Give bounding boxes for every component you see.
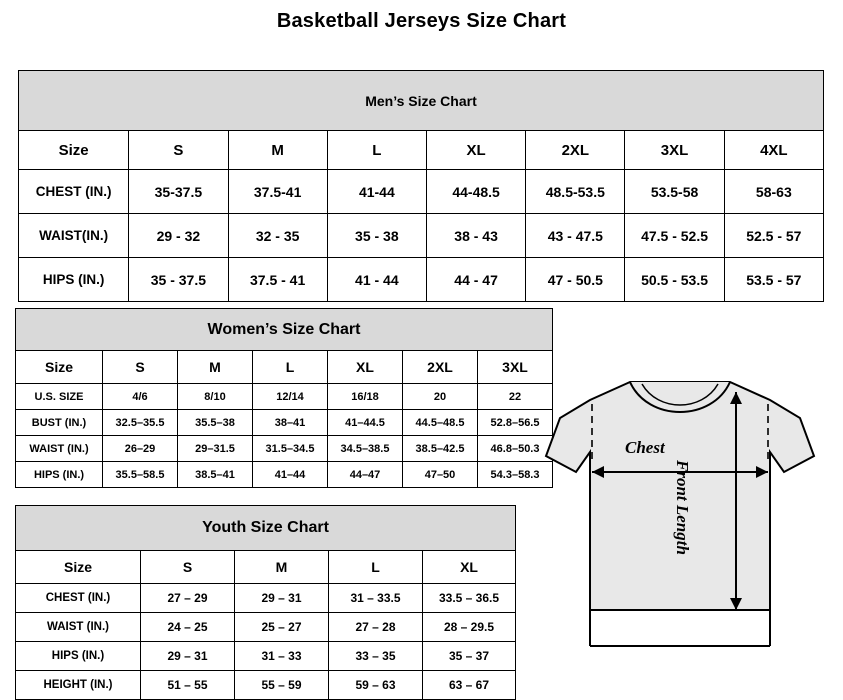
table-cell: 29 – 31 — [235, 584, 329, 613]
table-cell: 32.5–35.5 — [103, 410, 178, 436]
table-row — [19, 258, 824, 302]
column-header: XL — [423, 551, 516, 584]
table-cell: 48.5-53.5 — [526, 170, 625, 214]
chest-measure-label: Chest — [625, 438, 665, 457]
table-header-row — [19, 131, 824, 170]
youth-size-table — [15, 505, 516, 700]
table-row — [16, 613, 516, 642]
table-cell: 43 - 47.5 — [526, 214, 625, 258]
table-caption-row — [16, 506, 516, 551]
table-cell: 26–29 — [103, 436, 178, 462]
table-title: Women’s Size Chart — [16, 309, 553, 351]
table-cell: 32 - 35 — [228, 214, 327, 258]
table-cell: 16/18 — [328, 384, 403, 410]
mens-size-table — [18, 70, 824, 302]
table-cell: 27 – 29 — [141, 584, 235, 613]
table-cell: 33.5 – 36.5 — [423, 584, 516, 613]
page-title: Basketball Jerseys Size Chart — [276, 10, 567, 32]
table-row — [16, 410, 553, 436]
table-row — [19, 170, 824, 214]
table-cell: 35 – 37 — [423, 642, 516, 671]
table-cell: 38.5–41 — [178, 462, 253, 488]
column-header: S — [103, 351, 178, 384]
table-cell: 35-37.5 — [129, 170, 228, 214]
table-cell: 29 – 31 — [141, 642, 235, 671]
table-cell: 12/14 — [253, 384, 328, 410]
column-header: L — [327, 131, 426, 170]
table-row — [19, 214, 824, 258]
table-row — [16, 584, 516, 613]
row-label: BUST (IN.) — [16, 410, 103, 436]
column-header: 3XL — [478, 351, 553, 384]
table-cell: 41-44 — [327, 170, 426, 214]
table-cell: 58-63 — [724, 170, 823, 214]
table-cell: 27 – 28 — [329, 613, 423, 642]
column-header-size: Size — [16, 351, 103, 384]
table-cell: 52.8–56.5 — [478, 410, 553, 436]
table-cell: 22 — [478, 384, 553, 410]
table-cell: 35.5–38 — [178, 410, 253, 436]
column-header: XL — [426, 131, 525, 170]
table-cell: 41 - 44 — [327, 258, 426, 302]
table-cell: 54.3–58.3 — [478, 462, 553, 488]
table-cell: 44–47 — [328, 462, 403, 488]
table-cell: 25 – 27 — [235, 613, 329, 642]
table-cell: 29–31.5 — [178, 436, 253, 462]
column-header-size: Size — [19, 131, 129, 170]
table-cell: 31.5–34.5 — [253, 436, 328, 462]
table-cell: 53.5-58 — [625, 170, 724, 214]
column-header: L — [253, 351, 328, 384]
column-header: S — [129, 131, 228, 170]
table-cell: 52.5 - 57 — [724, 214, 823, 258]
womens-size-table — [15, 308, 553, 488]
table-cell: 50.5 - 53.5 — [625, 258, 724, 302]
front-length-measure-label: Front Length — [673, 460, 692, 555]
table-cell: 35 - 37.5 — [129, 258, 228, 302]
table-title: Youth Size Chart — [16, 506, 516, 551]
table-cell: 29 - 32 — [129, 214, 228, 258]
table-cell: 51 – 55 — [141, 671, 235, 700]
table-cell: 34.5–38.5 — [328, 436, 403, 462]
table-cell: 37.5 - 41 — [228, 258, 327, 302]
tshirt-diagram — [530, 360, 830, 670]
table-cell: 47.5 - 52.5 — [625, 214, 724, 258]
womens-size-chart — [15, 308, 553, 488]
table-cell: 53.5 - 57 — [724, 258, 823, 302]
table-cell: 33 – 35 — [329, 642, 423, 671]
column-header: 2XL — [526, 131, 625, 170]
table-title: Men’s Size Chart — [19, 71, 824, 131]
table-cell: 55 – 59 — [235, 671, 329, 700]
table-cell: 41–44 — [253, 462, 328, 488]
table-row — [16, 462, 553, 488]
table-cell: 35.5–58.5 — [103, 462, 178, 488]
table-caption-row — [19, 71, 824, 131]
row-label: HIPS (IN.) — [16, 462, 103, 488]
table-row — [16, 384, 553, 410]
column-header: 4XL — [724, 131, 823, 170]
column-header: XL — [328, 351, 403, 384]
table-cell: 31 – 33.5 — [329, 584, 423, 613]
table-cell: 47–50 — [403, 462, 478, 488]
column-header: L — [329, 551, 423, 584]
table-cell: 59 – 63 — [329, 671, 423, 700]
table-cell: 63 – 67 — [423, 671, 516, 700]
column-header: M — [178, 351, 253, 384]
table-cell: 41–44.5 — [328, 410, 403, 436]
table-cell: 38.5–42.5 — [403, 436, 478, 462]
table-row — [16, 642, 516, 671]
table-cell: 4/6 — [103, 384, 178, 410]
row-label: CHEST (IN.) — [19, 170, 129, 214]
row-label: HIPS (IN.) — [19, 258, 129, 302]
table-cell: 8/10 — [178, 384, 253, 410]
column-header: M — [228, 131, 327, 170]
row-label: HIPS (IN.) — [16, 642, 141, 671]
table-row — [16, 436, 553, 462]
table-cell: 31 – 33 — [235, 642, 329, 671]
column-header: 2XL — [403, 351, 478, 384]
table-cell: 38 - 43 — [426, 214, 525, 258]
table-cell: 24 – 25 — [141, 613, 235, 642]
column-header-size: Size — [16, 551, 141, 584]
table-cell: 44.5–48.5 — [403, 410, 478, 436]
table-cell: 47 - 50.5 — [526, 258, 625, 302]
row-label: U.S. SIZE — [16, 384, 103, 410]
table-cell: 38–41 — [253, 410, 328, 436]
row-label: HEIGHT (IN.) — [16, 671, 141, 700]
table-row — [16, 671, 516, 700]
table-caption-row — [16, 309, 553, 351]
table-cell: 37.5-41 — [228, 170, 327, 214]
row-label: WAIST (IN.) — [16, 436, 103, 462]
row-label: WAIST(IN.) — [19, 214, 129, 258]
table-cell: 44 - 47 — [426, 258, 525, 302]
mens-size-chart — [18, 70, 824, 302]
table-header-row — [16, 551, 516, 584]
table-header-row — [16, 351, 553, 384]
youth-size-chart — [15, 505, 516, 700]
column-header: M — [235, 551, 329, 584]
column-header: 3XL — [625, 131, 724, 170]
table-cell: 46.8–50.3 — [478, 436, 553, 462]
table-cell: 20 — [403, 384, 478, 410]
column-header: S — [141, 551, 235, 584]
row-label: WAIST (IN.) — [16, 613, 141, 642]
table-cell: 35 - 38 — [327, 214, 426, 258]
row-label: CHEST (IN.) — [16, 584, 141, 613]
table-cell: 28 – 29.5 — [423, 613, 516, 642]
table-cell: 44-48.5 — [426, 170, 525, 214]
